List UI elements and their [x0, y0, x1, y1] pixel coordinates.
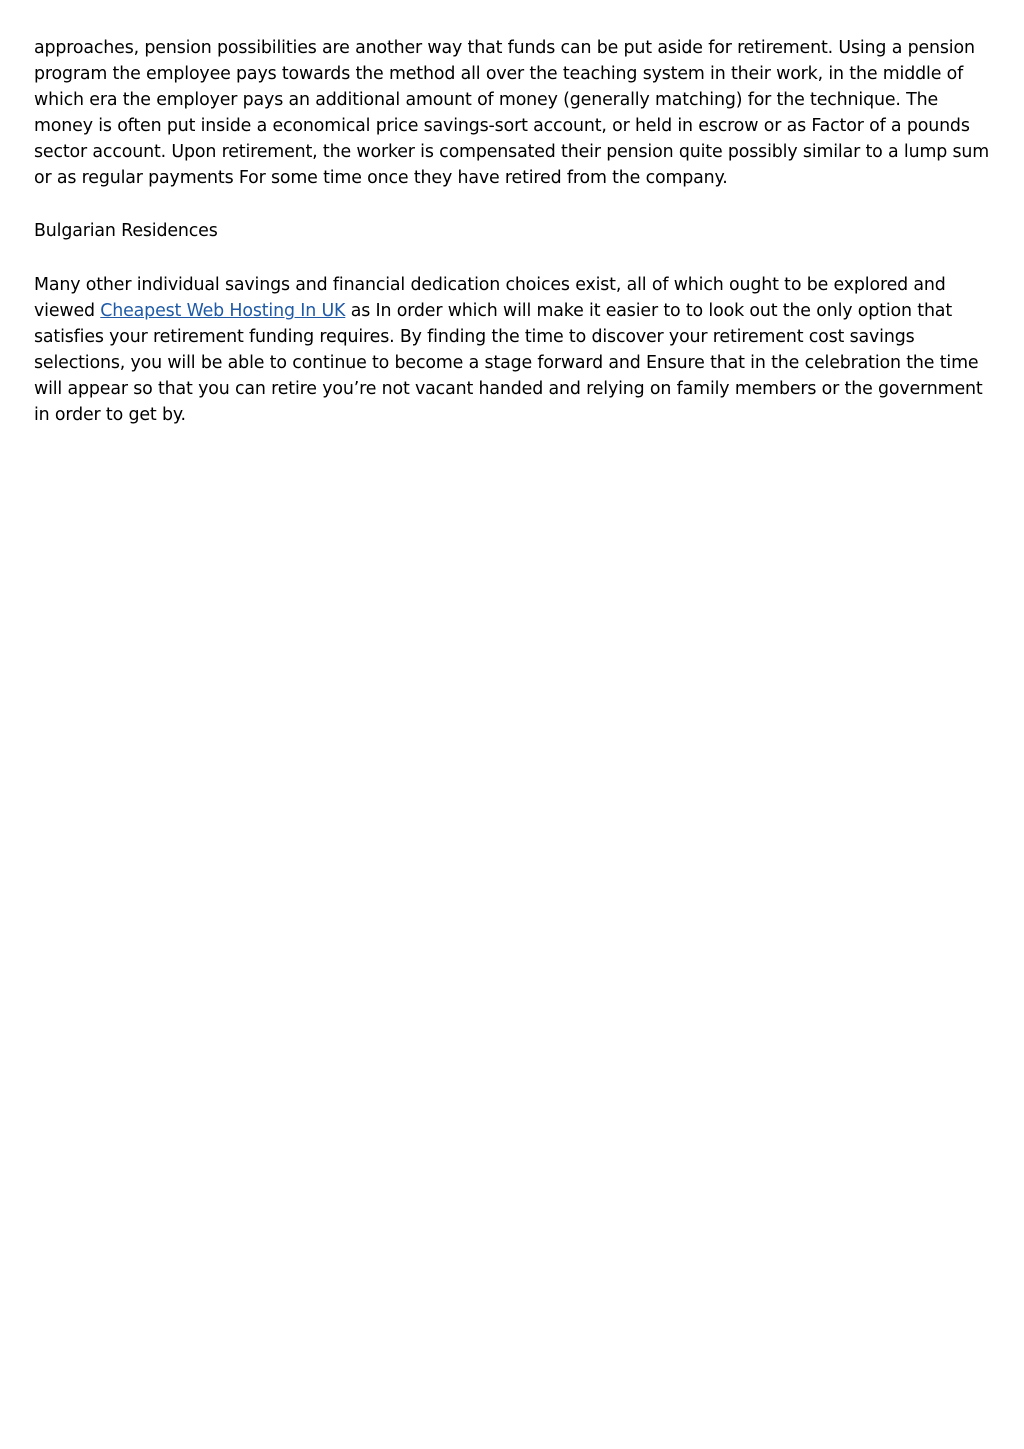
paragraph-savings-text-start: Many other individual savings and financial dedication choices exist, all of which ought to be explored and viewed — [34, 275, 946, 322]
paragraph-savings-text-end: as In order which will make it easier to to look out the only option that satisfies your retirement funding requires. By finding the time to discover your retirement cost savings selections, you will be able to continue to become a stage forward and Ensure that in the celebration the time will appear so that you can retire you’re not vacant handed and relying on family members or the government in order to get by. — [34, 301, 983, 425]
paragraph-savings — [34, 273, 994, 428]
section-heading: Bulgarian Residences — [34, 221, 218, 242]
hosting-link[interactable]: Cheapest Web Hosting In UK — [100, 301, 346, 322]
paragraph-pension: approaches, pension possibilities are another way that funds can be put aside for retirement. Using a pension program the employee pays towards the method all over the teaching system in their work, in the middle of which era the employer pays an additional amount of money (generally matching) for the technique. The money is often put inside a economical price savings-sort account, or held in escrow or as Factor of a pounds sector account. Upon retirement, the worker is compensated their pension quite possibly similar to a lump sum or as regular payments For some time once they have retired from the company. — [34, 38, 990, 188]
document-body — [34, 36, 994, 457]
